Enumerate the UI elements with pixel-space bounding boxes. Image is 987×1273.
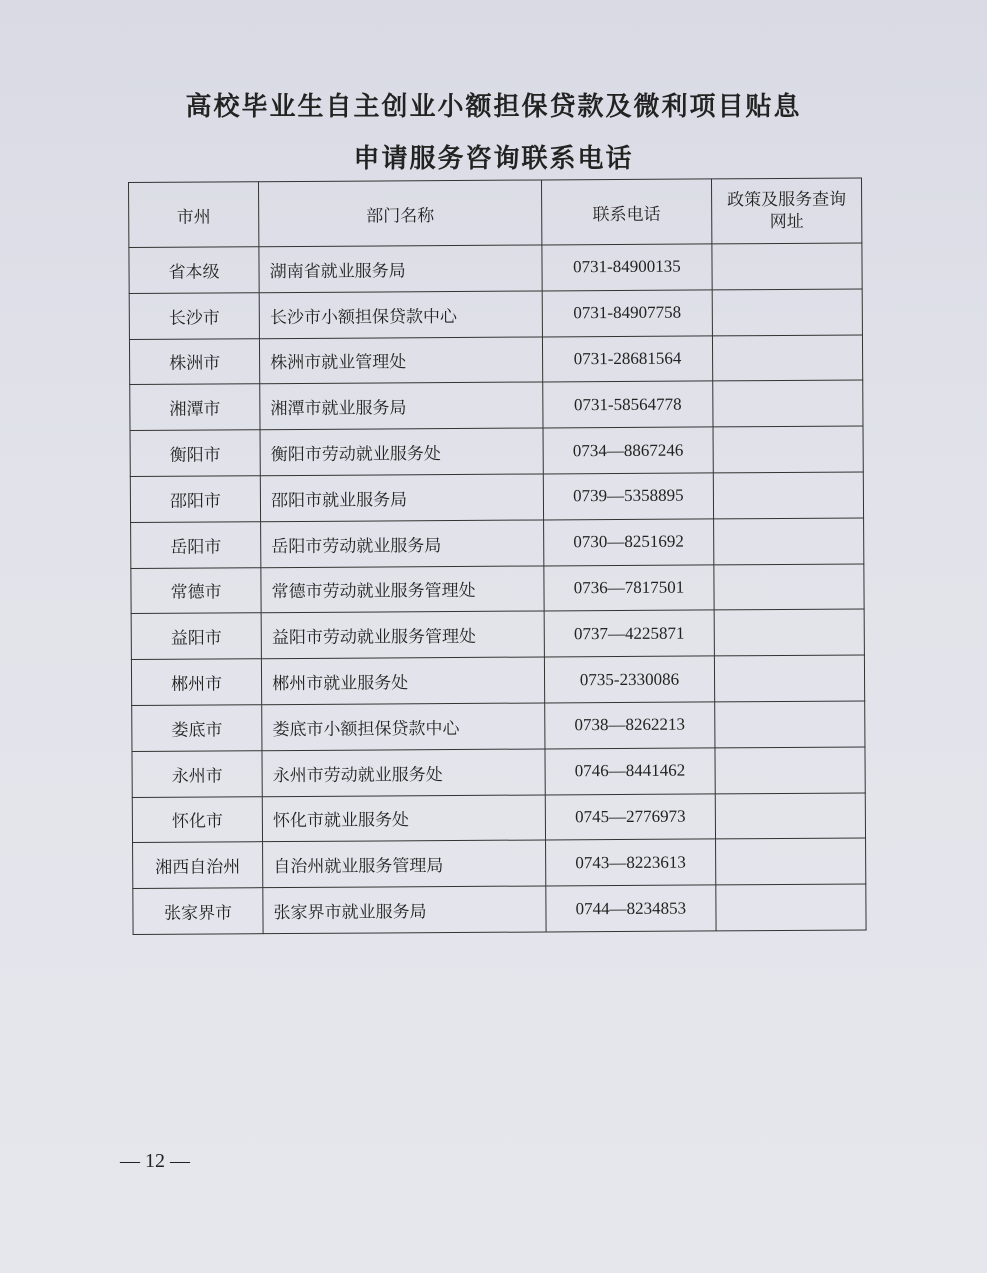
phone-cell: 0731-84900135 [542,244,712,291]
city-cell: 长沙市 [129,292,259,339]
website-cell [714,518,864,565]
website-cell [715,747,865,794]
table-row [131,564,864,614]
city-cell: 衡阳市 [130,430,260,477]
department-cell: 株洲市就业管理处 [260,337,543,385]
city-cell: 株洲市 [129,338,259,385]
department-cell: 娄底市小额担保贷款中心 [262,703,545,751]
table-row [133,838,866,888]
department-cell: 岳阳市劳动就业服务局 [261,520,544,568]
phone-cell: 0746—8441462 [545,748,715,795]
phone-cell: 0731-28681564 [542,336,712,383]
city-cell: 常德市 [131,567,261,614]
website-cell [712,335,862,382]
city-cell: 张家界市 [133,888,263,935]
header-phone: 联系电话 [541,179,712,245]
phone-cell: 0745—2776973 [545,793,715,840]
table-row [132,747,865,797]
table-row [130,380,863,430]
table-row [130,472,863,522]
city-cell: 邵阳市 [130,476,260,523]
phone-cell: 0730—8251692 [543,519,713,566]
phone-cell: 0731-58564778 [543,381,713,428]
header-department: 部门名称 [259,180,542,247]
department-cell: 常德市劳动就业服务管理处 [261,566,544,614]
phone-cell: 0734—8867246 [543,427,713,474]
header-website: 政策及服务查询网址 [712,178,862,244]
website-cell [713,472,863,519]
table-row [133,884,866,934]
department-cell: 郴州市就业服务处 [262,657,545,705]
city-cell: 怀化市 [132,796,262,843]
city-cell: 湘西自治州 [133,842,263,889]
phone-cell: 0736—7817501 [544,565,714,612]
website-cell [714,609,864,656]
table-row [132,793,865,843]
table-row [131,518,864,568]
table-row [131,655,864,705]
phone-cell: 0739—5358895 [543,473,713,520]
phone-cell: 0743—8223613 [545,839,715,886]
table-row [130,426,863,476]
department-cell: 自治州就业服务管理局 [263,840,546,888]
website-cell [716,884,866,931]
document-title: 高校毕业生自主创业小额担保贷款及微利项目贴息 [185,92,802,122]
department-cell: 湖南省就业服务局 [259,245,542,293]
website-cell [713,426,863,473]
table-row [131,609,864,659]
city-cell: 娄底市 [132,705,262,752]
table-row [129,335,862,385]
city-cell: 省本级 [129,247,259,294]
department-cell: 湘潭市就业服务局 [260,382,543,430]
phone-cell: 0731-84907758 [542,290,712,337]
department-cell: 怀化市就业服务处 [262,795,545,843]
table-row [129,289,862,339]
website-cell [714,655,864,702]
website-cell [715,793,865,840]
department-cell: 长沙市小额担保贷款中心 [259,291,542,339]
table-row [132,701,865,751]
website-cell [713,380,863,427]
phone-cell: 0738—8262213 [545,702,715,749]
contacts-table [128,178,867,935]
city-cell: 永州市 [132,750,262,797]
city-cell: 益阳市 [131,613,261,660]
department-cell: 永州市劳动就业服务处 [262,749,545,797]
department-cell: 衡阳市劳动就业服务处 [260,428,543,476]
phone-cell: 0735-2330086 [544,656,714,703]
website-cell [715,701,865,748]
header-city: 市州 [129,182,260,248]
city-cell: 郴州市 [131,659,261,706]
phone-cell: 0744—8234853 [546,885,716,932]
phone-cell: 0737—4225871 [544,610,714,657]
page-number: — 12 — [120,1150,190,1172]
website-cell [714,564,864,611]
website-cell [712,289,862,336]
department-cell: 邵阳市就业服务局 [260,474,543,522]
document-subtitle: 申请服务咨询联系电话 [353,144,634,174]
city-cell: 岳阳市 [131,521,261,568]
table-header-row [129,178,862,247]
department-cell: 张家界市就业服务局 [263,886,546,934]
table-row [129,243,862,293]
website-cell [712,243,862,290]
website-cell [716,838,866,885]
city-cell: 湘潭市 [130,384,260,431]
department-cell: 益阳市劳动就业服务管理处 [261,611,544,659]
